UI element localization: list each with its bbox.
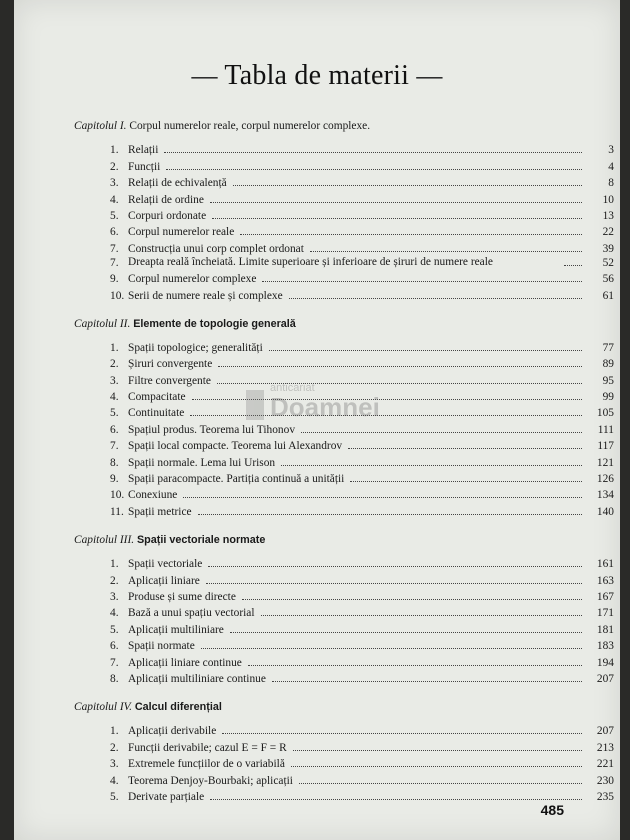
dot-leader: [272, 681, 582, 682]
dot-leader: [291, 766, 582, 767]
dot-leader: [350, 481, 582, 482]
entry-page: 105: [596, 407, 614, 420]
toc-entry: [74, 255, 614, 269]
dot-leader: [233, 185, 582, 186]
dot-leader: [261, 615, 582, 616]
chapter-label: Capitolul IV.: [74, 700, 133, 713]
dot-leader: [299, 783, 582, 784]
entry-title: Aplicații liniare continue: [128, 656, 242, 669]
toc-entry: [74, 206, 614, 222]
entry-number: 4.: [110, 193, 119, 206]
dot-leader: [293, 750, 582, 751]
dot-leader: [210, 799, 582, 800]
dot-leader: [348, 448, 582, 449]
entry-page: 181: [596, 623, 614, 636]
toc-entry: [74, 619, 614, 635]
toc-entry: [74, 469, 614, 485]
entry-number: 2.: [110, 741, 119, 754]
toc-entry: [74, 652, 614, 668]
entry-number: 1.: [110, 725, 119, 738]
toc-entry: [74, 770, 614, 786]
entry-title: Produse și sume directe: [128, 590, 236, 603]
dot-leader: [183, 497, 582, 498]
page-number: 485: [540, 802, 564, 818]
entry-number: 6.: [110, 640, 119, 653]
chapter-title: Elemente de topologie generală: [133, 317, 296, 330]
entry-number: 1.: [110, 558, 119, 571]
chapter-title: Calcul diferențial: [134, 700, 222, 713]
entry-number: 2.: [110, 574, 119, 587]
entry-page: 126: [596, 473, 614, 486]
entry-number: 4.: [110, 607, 119, 620]
entry-page: 8: [608, 177, 614, 190]
entry-title: Funcții derivabile; cazul E = F = R: [128, 741, 287, 754]
entry-page: 56: [602, 273, 614, 286]
chapter-heading: [74, 118, 614, 134]
dot-leader: [289, 298, 582, 299]
dot-leader: [564, 265, 582, 266]
entry-number: 3.: [110, 590, 119, 603]
toc-entry: [74, 485, 614, 501]
entry-number: 2.: [110, 160, 119, 173]
entry-page: 13: [602, 209, 614, 222]
entry-number: 1.: [110, 341, 119, 354]
entry-number: 4.: [110, 774, 119, 787]
toc-entry: [74, 570, 614, 586]
entry-page: 121: [596, 456, 614, 469]
entry-title: Serii de numere reale și complexe: [128, 289, 283, 302]
entry-page: 95: [602, 374, 614, 387]
page-title: [14, 60, 620, 92]
toc-entry: [74, 269, 614, 285]
toc-entry: [74, 140, 614, 156]
dot-leader: [198, 514, 582, 515]
entry-page: 3: [608, 144, 614, 157]
entry-page: 52: [602, 256, 614, 269]
entry-page: 161: [596, 558, 614, 571]
entry-number: 3.: [110, 374, 119, 387]
entry-title: Teorema Denjoy-Bourbaki; aplicații: [128, 774, 293, 787]
entry-page: 221: [596, 758, 614, 771]
dot-leader: [281, 465, 582, 466]
entry-number: 5.: [110, 407, 119, 420]
entry-number: 9.: [110, 473, 119, 486]
dot-leader: [222, 733, 582, 734]
entry-page: 89: [602, 358, 614, 371]
entry-page: 230: [596, 774, 614, 787]
chapter-title: Spații vectoriale normate: [136, 533, 266, 546]
toc-entry: [74, 189, 614, 205]
toc-entry: [74, 501, 614, 517]
watermark-top-text: anticariat: [270, 382, 315, 394]
toc-entry: [74, 587, 614, 603]
entry-title: Spațiul produs. Teorema lui Tihonov: [128, 423, 296, 436]
entry-title: Extremele funcțiilor de o variabilă: [128, 758, 285, 771]
chapter-heading: [74, 699, 614, 715]
chapter-label: Capitolul II.: [74, 317, 131, 330]
entry-page: 183: [596, 640, 614, 653]
entry-title: Aplicații multiliniare continue: [128, 672, 266, 685]
entry-title: Relații: [128, 144, 159, 157]
entry-number: 6.: [110, 423, 119, 436]
entry-title: Compacitate: [128, 391, 186, 404]
entry-page: 194: [596, 656, 614, 669]
book-page: [14, 0, 620, 840]
toc-entry: [74, 285, 614, 301]
entry-title: Șiruri convergente: [128, 358, 213, 371]
dot-leader: [208, 566, 582, 567]
entry-title: Relații de ordine: [128, 193, 204, 206]
dot-leader: [164, 152, 582, 153]
dot-leader: [166, 169, 582, 170]
watermark-mark-icon: [246, 390, 264, 420]
dot-leader: [218, 366, 582, 367]
chapter-heading: [74, 532, 614, 548]
entry-number: 11.: [110, 505, 124, 518]
entry-title: Corpuri ordonate: [128, 209, 207, 222]
entry-page: 163: [596, 574, 614, 587]
entry-number: 10.: [110, 489, 125, 502]
dot-leader: [262, 281, 582, 282]
toc-entry: [74, 603, 614, 619]
entry-page: 171: [596, 607, 614, 620]
entry-title: Derivate parțiale: [128, 790, 205, 803]
entry-title: Spații vectoriale: [128, 558, 203, 571]
entry-title: Aplicații multiliniare: [128, 623, 224, 636]
entry-number: 7.: [110, 440, 119, 453]
entry-number: 10.: [110, 289, 125, 302]
dot-leader: [240, 234, 582, 235]
entry-title: Construcția unui corp complet ordonat: [128, 242, 304, 255]
entry-number: 9.: [110, 273, 119, 286]
entry-title: Funcții: [128, 160, 161, 173]
entry-page: 213: [596, 741, 614, 754]
entry-page: 111: [597, 423, 614, 436]
toc-entry: [74, 222, 614, 238]
toc-entry: [74, 338, 614, 354]
toc-entry: [74, 238, 614, 254]
entry-title: Continuitate: [128, 407, 185, 420]
entry-number: 5.: [110, 790, 119, 803]
entry-page: 207: [596, 672, 614, 685]
entry-title: Dreapta reală încheiată. Limite superioare și inferioare de șiruri de numere reale: [128, 255, 493, 268]
entry-number: 7.: [110, 656, 119, 669]
entry-page: 167: [596, 590, 614, 603]
entry-page: 99: [602, 391, 614, 404]
entry-page: 117: [597, 440, 614, 453]
dot-leader: [242, 599, 582, 600]
toc-entry: [74, 156, 614, 172]
entry-title: Conexiune: [128, 489, 178, 502]
entry-title: Spații topologice; generalități: [128, 341, 263, 354]
entry-title: Bază a unui spațiu vectorial: [128, 607, 255, 620]
entry-page: 61: [602, 289, 614, 302]
entry-number: 3.: [110, 177, 119, 190]
entry-number: 4.: [110, 391, 119, 404]
entry-number: 6.: [110, 226, 119, 239]
entry-title: Relații de echivalență: [128, 177, 227, 190]
dot-leader: [301, 432, 582, 433]
entry-number: 1.: [110, 144, 119, 157]
entry-title: Corpul numerelor reale: [128, 226, 235, 239]
entry-number: 7.: [110, 242, 119, 255]
toc-entry: [74, 737, 614, 753]
toc-entry: [74, 669, 614, 685]
chapter-title: Corpul numerelor reale, corpul numerelor complexe.: [129, 120, 371, 132]
toc-entry: [74, 721, 614, 737]
entry-page: 39: [602, 242, 614, 255]
toc-entry: [74, 436, 614, 452]
toc-entry: [74, 554, 614, 570]
entry-number: 3.: [110, 758, 119, 771]
toc-entry: [74, 754, 614, 770]
entry-title: Spații normate: [128, 640, 195, 653]
entry-title: Aplicații liniare: [128, 574, 200, 587]
entry-page: 235: [596, 790, 614, 803]
entry-title: Spații metrice: [128, 505, 192, 518]
dot-leader: [269, 350, 582, 351]
toc-entry: [74, 787, 614, 803]
chapter-label: Capitolul I.: [74, 120, 127, 132]
watermark-logo: [246, 382, 396, 424]
entry-title: Spații paracompacte. Partiția continuă a unității: [128, 473, 345, 486]
entry-title: Spații local compacte. Teorema lui Alexandrov: [128, 440, 343, 453]
chapter-heading: [74, 316, 614, 332]
entry-page: 10: [602, 193, 614, 206]
dot-leader: [206, 583, 582, 584]
entry-page: 77: [602, 341, 614, 354]
entry-page: 4: [608, 160, 614, 173]
dot-leader: [248, 665, 582, 666]
entry-number: 5.: [110, 623, 119, 636]
title-dash-left: —: [191, 61, 218, 90]
entry-title: Filtre convergente: [128, 374, 211, 387]
title-dash-right: —: [416, 61, 443, 90]
watermark-main-text: Doamnei: [270, 392, 380, 422]
toc-entry: [74, 452, 614, 468]
dot-leader: [210, 202, 582, 203]
toc-entry: [74, 636, 614, 652]
entry-number: 8.: [110, 456, 119, 469]
entry-number: 7.: [110, 256, 119, 269]
toc-entry: [74, 173, 614, 189]
dot-leader: [201, 648, 582, 649]
toc-entry: [74, 354, 614, 370]
entry-title: Corpul numerelor complexe: [128, 273, 257, 286]
entry-page: 207: [596, 725, 614, 738]
entry-page: 134: [596, 489, 614, 502]
dot-leader: [310, 251, 582, 252]
entry-page: 140: [596, 505, 614, 518]
title-text: Tabla de materii: [224, 60, 410, 91]
entry-number: 8.: [110, 672, 119, 685]
entry-title: Spații normale. Lema lui Urison: [128, 456, 276, 469]
dot-leader: [212, 218, 582, 219]
entry-number: 5.: [110, 209, 119, 222]
entry-page: 22: [602, 226, 614, 239]
entry-number: 2.: [110, 358, 119, 371]
dot-leader: [230, 632, 582, 633]
chapter-label: Capitolul III.: [74, 533, 135, 546]
table-of-contents: [74, 118, 614, 803]
entry-title: Aplicații derivabile: [128, 725, 217, 738]
